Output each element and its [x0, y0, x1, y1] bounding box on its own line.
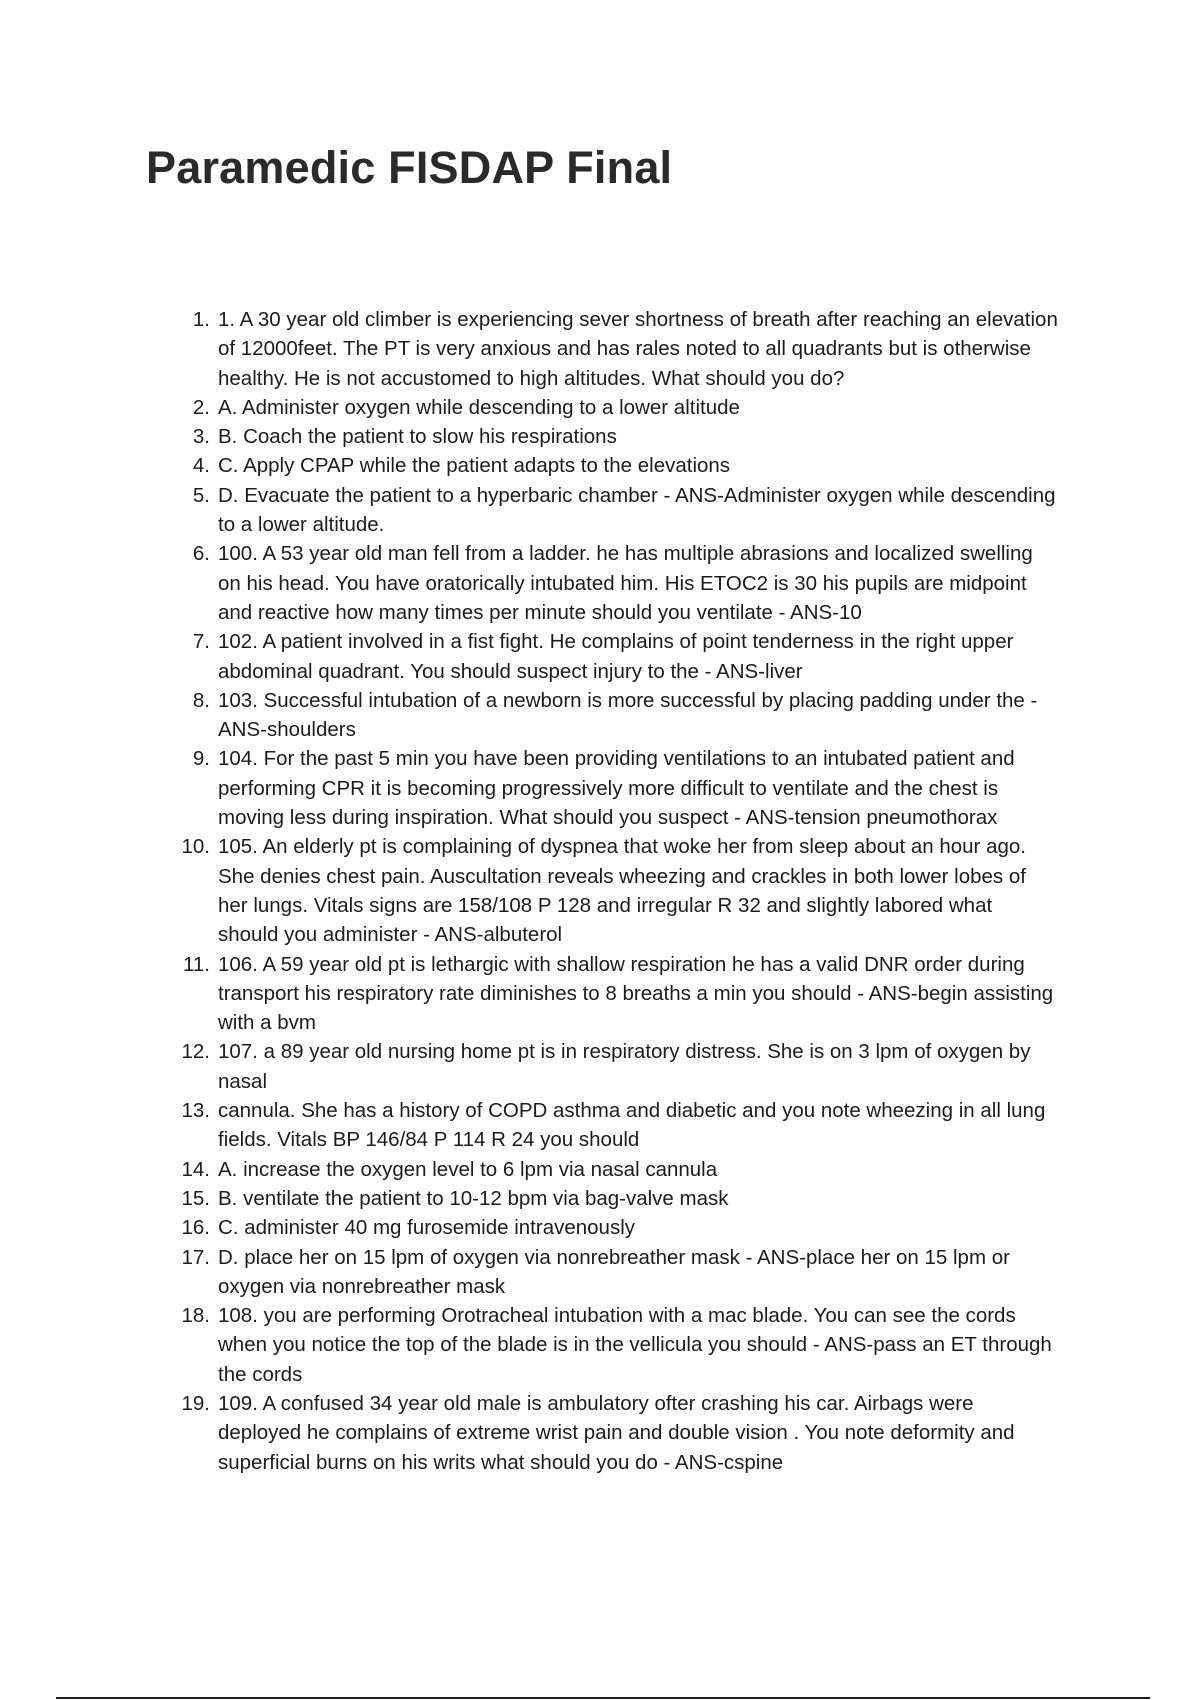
list-item: 104. For the past 5 min you have been providing ventilations to an intubated patient and performing CPR it is becoming progressively more difficult to ventilate and the chest is moving less during inspiration. What should you suspect - ANS-tension pneumothorax: [218, 747, 1015, 830]
list-item: 109. A confused 34 year old male is ambulatory ofter crashing his car. Airbags were deployed he complains of extreme wrist pain and double vision . You note deformity and superficial burns on his writs what should you do - ANS-cspine: [218, 1391, 1015, 1474]
list-item: 102. A patient involved in a fist fight. He complains of point tenderness in the right upper abdominal quadrant. You should suspect injury to the - ANS-liver: [218, 630, 1014, 683]
list-item: cannula. She has a history of COPD asthma and diabetic and you note wheezing in all lung fields. Vitals BP 146/84 P 114 R 24 you should: [218, 1099, 1046, 1152]
list-item: D. Evacuate the patient to a hyperbaric chamber - ANS-Administer oxygen while descending to a lower altitude.: [218, 483, 1056, 537]
list-item: C. administer 40 mg furosemide intravenously: [218, 1216, 636, 1240]
page-title: Paramedic FISDAP Final: [146, 142, 673, 193]
list-item: 103. Successful intubation of a newborn is more successful by placing padding under the - ANS-shoulders: [218, 688, 1038, 742]
list-item: 108. you are performing Orotracheal intubation with a mac blade. You can see the cords when you notice the top of the blade is in the vellicula you should - ANS-pass an ET through the cords: [218, 1304, 1052, 1386]
question-list: [218, 305, 1058, 1477]
list-item: 106. A 59 year old pt is lethargic with shallow respiration he has a valid DNR order during transport his respiratory rate diminishes to 8 breaths a min you should - ANS-begin assisting with a bvm: [218, 952, 1054, 1035]
list-item: A. increase the oxygen level to 6 lpm via nasal cannula: [218, 1157, 718, 1181]
footer-divider: [56, 1697, 1150, 1699]
list-item: C. Apply CPAP while the patient adapts to the elevations: [218, 454, 731, 478]
list-item: 105. An elderly pt is complaining of dyspnea that woke her from sleep about an hour ago. She denies chest pain. Auscultation reveals wheezing and crackles in both lower lobes of her lungs. Vitals signs are 158/108 P 128 and irregular R 32 and slightly labored what should you administer - ANS-albuterol: [218, 835, 1026, 947]
list-item: A. Administer oxygen while descending to a lower altitude: [218, 395, 740, 419]
list-item: B. Coach the patient to slow his respirations: [218, 425, 617, 449]
list-item: 1. A 30 year old climber is experiencing sever shortness of breath after reaching an elevation of 12000feet. The PT is very anxious and has rales noted to all quadrants but is otherwise healthy. He is not accustomed to high altitudes. What should you do?: [218, 308, 1058, 390]
list-item: 100. A 53 year old man fell from a ladder. he has multiple abrasions and localized swelling on his head. You have oratorically intubated him. His ETOC2 is 30 his pupils are midpoint and reactive how many times per minute should you ventilate - ANS-10: [218, 542, 1033, 624]
list-item: B. ventilate the patient to 10-12 bpm via bag-valve mask: [218, 1186, 729, 1210]
list-item: D. place her on 15 lpm of oxygen via nonrebreather mask - ANS-place her on 15 lpm or oxygen via nonrebreather mask: [218, 1245, 1010, 1298]
list-item: 107. a 89 year old nursing home pt is in respiratory distress. She is on 3 lpm of oxygen by nasal: [218, 1040, 1031, 1093]
